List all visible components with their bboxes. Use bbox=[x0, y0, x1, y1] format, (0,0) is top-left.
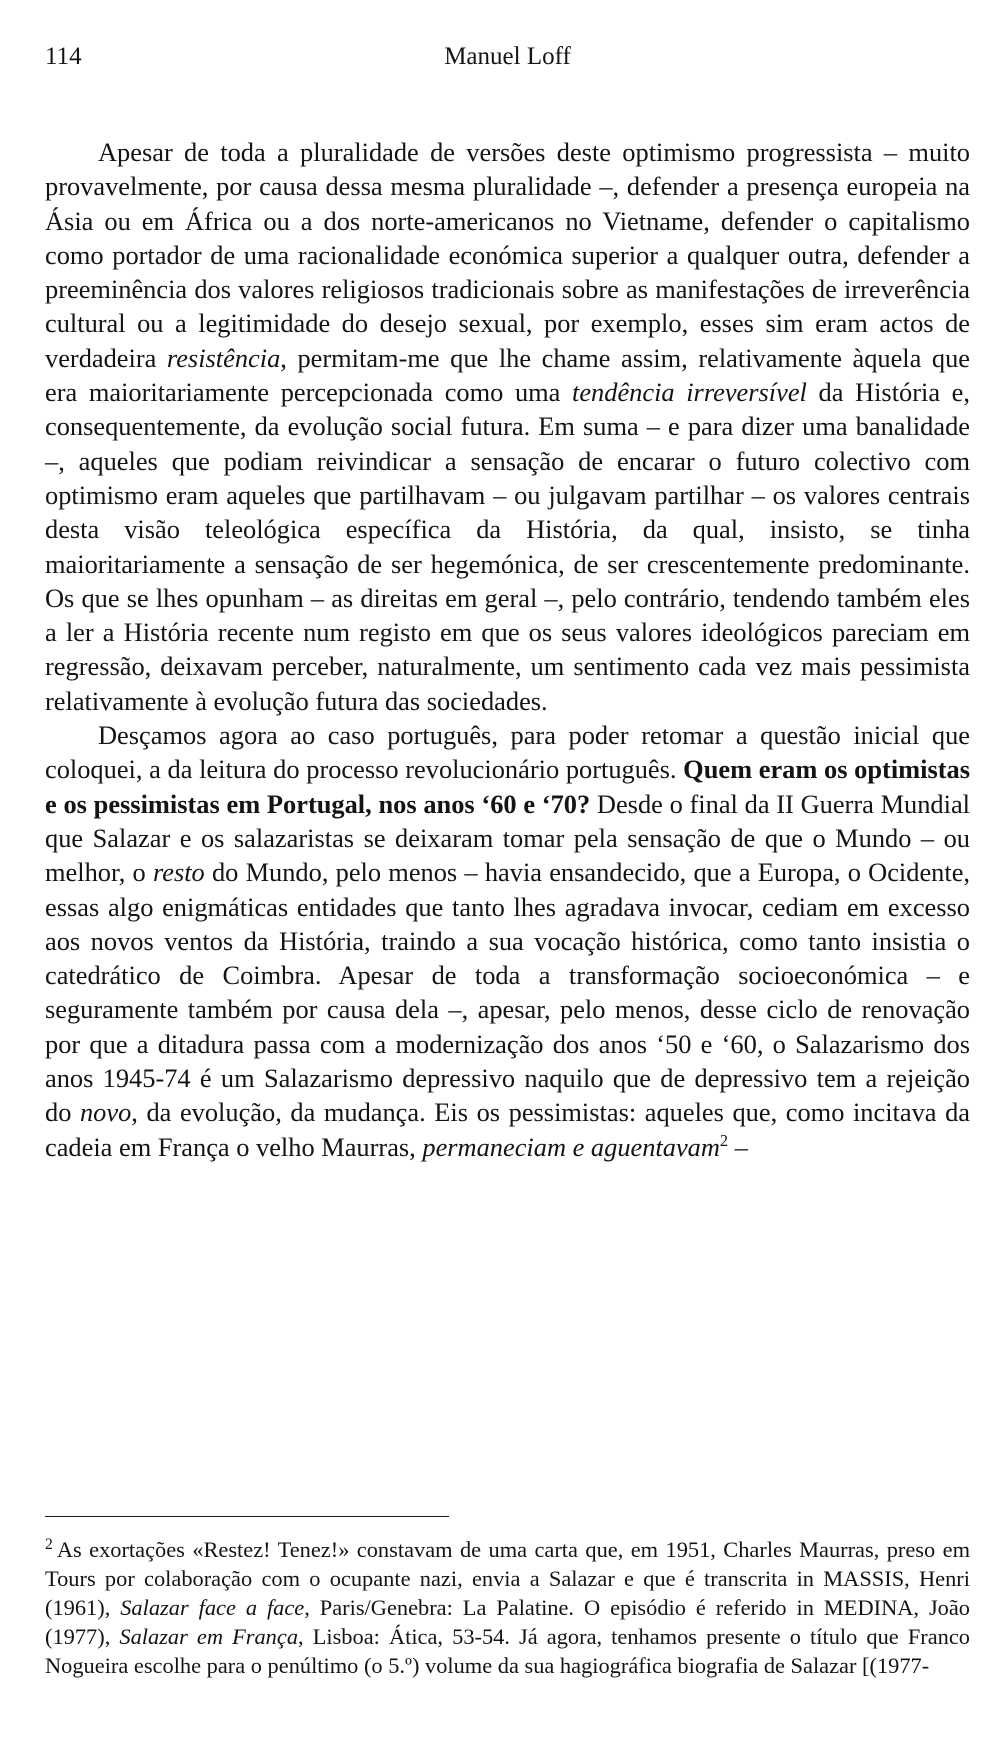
text-run: do Mundo, pelo menos – havia ensandecido, que a Europa, o Ocidente, essas algo enigmáticas entidades que tanto lhes agradava invocar, cediam em excesso aos novos ventos da História, traindo a sua vocação histórica, como tanto insistia o catedrático de Coimbra. Apesar de toda a transformação socioeconómica – e seguramente também por causa dela –, apesar, pelo menos, desse ciclo de renovação por que a ditadura passa com a modernização dos anos ‘50 e ‘60, o Salazarismo dos anos 1945-74 é um Salazarismo depressivo naquilo que de depressivo tem a rejeição do bbox=[45, 857, 970, 1128]
text-run: , Paris/Genebra: La Palatine. O episódio é referido in MEDINA, João (1977), bbox=[45, 1595, 970, 1649]
italic-term: tendência irreversível bbox=[572, 377, 807, 408]
italic-term: resto bbox=[152, 857, 205, 888]
bold-question: Quem eram os optimistas e os pessimistas em Portugal, nos anos ‘60 e ‘70? bbox=[45, 754, 970, 819]
italic-title: Salazar em França bbox=[119, 1624, 299, 1649]
footnote-marker: 2 bbox=[45, 1535, 53, 1553]
book-page bbox=[45, 0, 970, 1756]
text-run: , permitam-me que lhe chame assim, relativamente àquela que era maioritariamente percepcionada como uma bbox=[45, 342, 971, 408]
running-head-author: Manuel Loff bbox=[444, 43, 571, 70]
italic-title: Salazar face a face bbox=[120, 1595, 305, 1620]
footnotes bbox=[45, 1535, 970, 1680]
text-run: , Lisboa: Ática, 53-54. Já agora, tenhamos presente o título que Franco Nogueira escolhe para o penúltimo (o 5.º) volume da sua hagiográfica biografia de Salazar [(1977- bbox=[45, 1624, 970, 1678]
text-run: Desçamos agora ao caso português, para poder retomar a questão inicial que coloquei, a da leitura do processo revolucionário português. bbox=[45, 720, 970, 785]
paragraph-2 bbox=[45, 718, 970, 1164]
text-run: – bbox=[728, 1131, 748, 1162]
text-run: Apesar de toda a pluralidade de versões deste optimismo progressista – muito provavelmente, por causa dessa mesma pluralidade –, defender a presença europeia na Ásia ou em África ou a dos norte-americanos no Vietname, defender o capitalismo como portador de uma racionalidade económica superior a qualquer outra, defender a preeminência dos valores religiosos tradicionais sobre as manifestações de irreverência cultural ou a legitimidade do desejo sexual, por exemplo, esses sim eram actos de verdadeira bbox=[45, 137, 970, 373]
text-run: As exortações «Restez! Tenez!» constavam de uma carta que, em 1951, Charles Maurras, preso em Tours por colaboração com o ocupante nazi, envia a Salazar e que é transcrita in MASSIS, Henri (1961), bbox=[45, 1537, 970, 1620]
italic-term: resistência bbox=[166, 342, 281, 373]
paragraph-1 bbox=[45, 135, 970, 718]
footnote-2 bbox=[45, 1535, 970, 1680]
text-run: da História e, consequentemente, da evolução social futura. Em suma – e para dizer uma banalidade –, aqueles que podiam reivindicar a sensação de encarar o futuro colectivo com optimismo eram aqueles que partilhavam – ou julgavam partilhar – os valores centrais desta visão teleológica específica da História, da qual, insisto, se tinha maioritariamente a sensação de ser hegemónica, de ser crescentemente predominante. Os que se lhes opunham – as direitas em geral –, pelo contrário, tendendo também eles a ler a História recente num registo em que os seus valores ideológicos pareciam em regressão, deixavam perceber, naturalmente, um sentimento cada vez mais pessimista relativamente à evolução futura das sociedades. bbox=[45, 377, 970, 716]
text-run: , da evolução, da mudança. Eis os pessimistas: aqueles que, como incitava da cadeia em França o velho Maurras, bbox=[45, 1097, 970, 1162]
page-number: 114 bbox=[45, 43, 82, 70]
italic-term: novo bbox=[79, 1097, 132, 1128]
body-text bbox=[45, 135, 970, 1164]
italic-term: permaneciam e aguentavam bbox=[422, 1131, 720, 1162]
footnote-divider bbox=[45, 1516, 449, 1517]
footnote-reference[interactable]: 2 bbox=[719, 1130, 729, 1150]
page-header bbox=[45, 40, 970, 74]
text-run: Desde o final da II Guerra Mundial que Salazar e os salazaristas se deixaram tomar pela sensação de que o Mundo – ou melhor, o bbox=[45, 788, 970, 888]
